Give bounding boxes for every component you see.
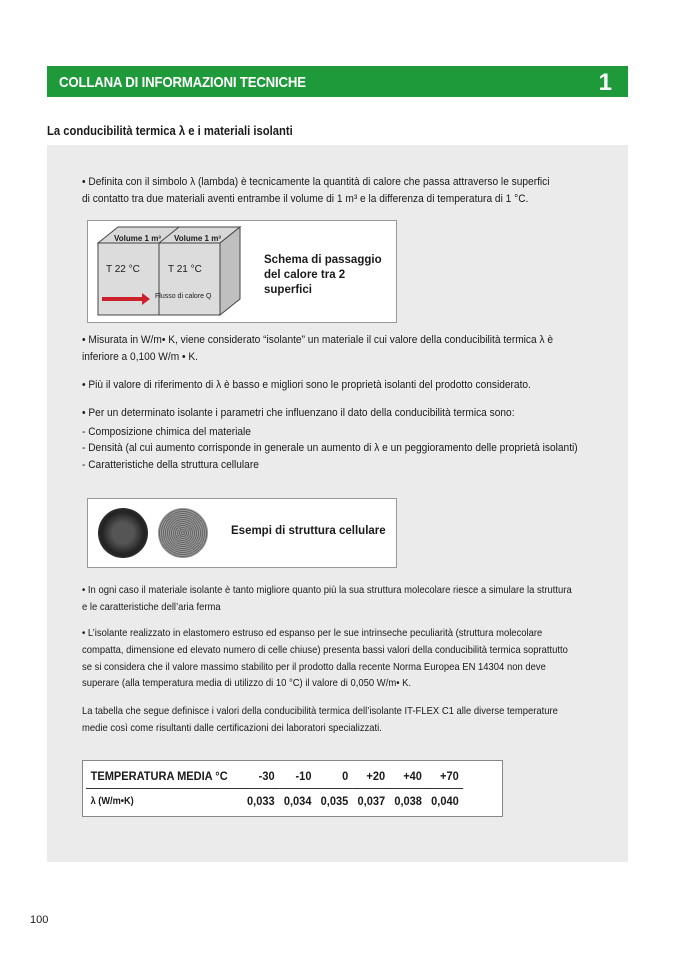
page-number: 100 (30, 914, 49, 926)
paragraph: • L’isolante realizzato in elastomero estruso ed espanso per le sue intrinseche peculiarità (struttura molecolare compatta, dimensione ed elevato numero di celle chiuse) presenta bassi valori della conducibilità termica soprattutto se si considera che il valore massimo stabilito per il prodotto dalla recente Norma Europea EN 14304 non deve superare (alla temperatura media di utilizzo di 10 °C) il valore di 0,050 W/m• K. (82, 627, 568, 690)
section-title: La conducibilità termica λ e i materiali isolanti (47, 124, 293, 138)
conductivity-table (82, 760, 503, 817)
paragraph: • Misurata in W/m• K, viene considerato “isolante” un materiale il cui valore della conducibilità termica λ è inferiore a 0,100 W/m • K. (82, 334, 554, 363)
heat-flow-diagram: Volume 1 m³ Volume 1 m³ T 22 °C T 21 °C Flusso di calore Q Schema di passaggio del calore tra 2 superfici (87, 220, 397, 323)
cellular-structure-diagram: Esempi di struttura cellulare (87, 498, 397, 568)
paragraph: • Definita con il simbolo λ (lambda) è tecnicamente la quantità di calore che passa attraverso le superfici di contatto tra due materiali aventi entrambe il volume di 1 m³ e la differenza di temperatura di 1 °C. (82, 176, 550, 205)
paragraph: • In ogni caso il materiale isolante è tanto migliore quanto più la sua struttura molecolare riesce a simulare la struttura e le caratteristiche dell’aria ferma (82, 584, 572, 613)
table-header-row: TEMPERATURA MEDIA °C -30 -10 0 +20 +40 +70 (86, 764, 463, 789)
chapter-number: 1 (598, 69, 612, 96)
header-title: COLLANA DI INFORMAZIONI TECNICHE (59, 74, 306, 91)
table-row: λ (W/m•K) 0,033 0,034 0,035 0,037 0,038 0,040 (90, 794, 459, 808)
fine-structure-image (158, 508, 208, 558)
paragraph: • Più il valore di riferimento di λ è basso e migliori sono le proprietà isolanti del prodotto considerato. (82, 379, 531, 391)
paragraph: • Per un determinato isolante i parametri che influenzano il dato della conducibilità termica sono: - Composizione chimica del materiale - Densità (al cui aumento corrisponde in generale un aumento di λ e un peggioramento delle proprietà isolanti) - Caratteristiche della struttura cellulare (82, 407, 578, 471)
diagram-caption: Schema di passaggio del calore tra 2 superfici (264, 254, 382, 296)
section-header (47, 66, 628, 97)
coarse-structure-image (98, 508, 148, 558)
paragraph: La tabella che segue definisce i valori della conducibilità termica dell’isolante IT-FLEX C1 alle diverse temperature medie così come risultanti dalle certificazioni dei laboratori specializzati. (82, 705, 558, 734)
